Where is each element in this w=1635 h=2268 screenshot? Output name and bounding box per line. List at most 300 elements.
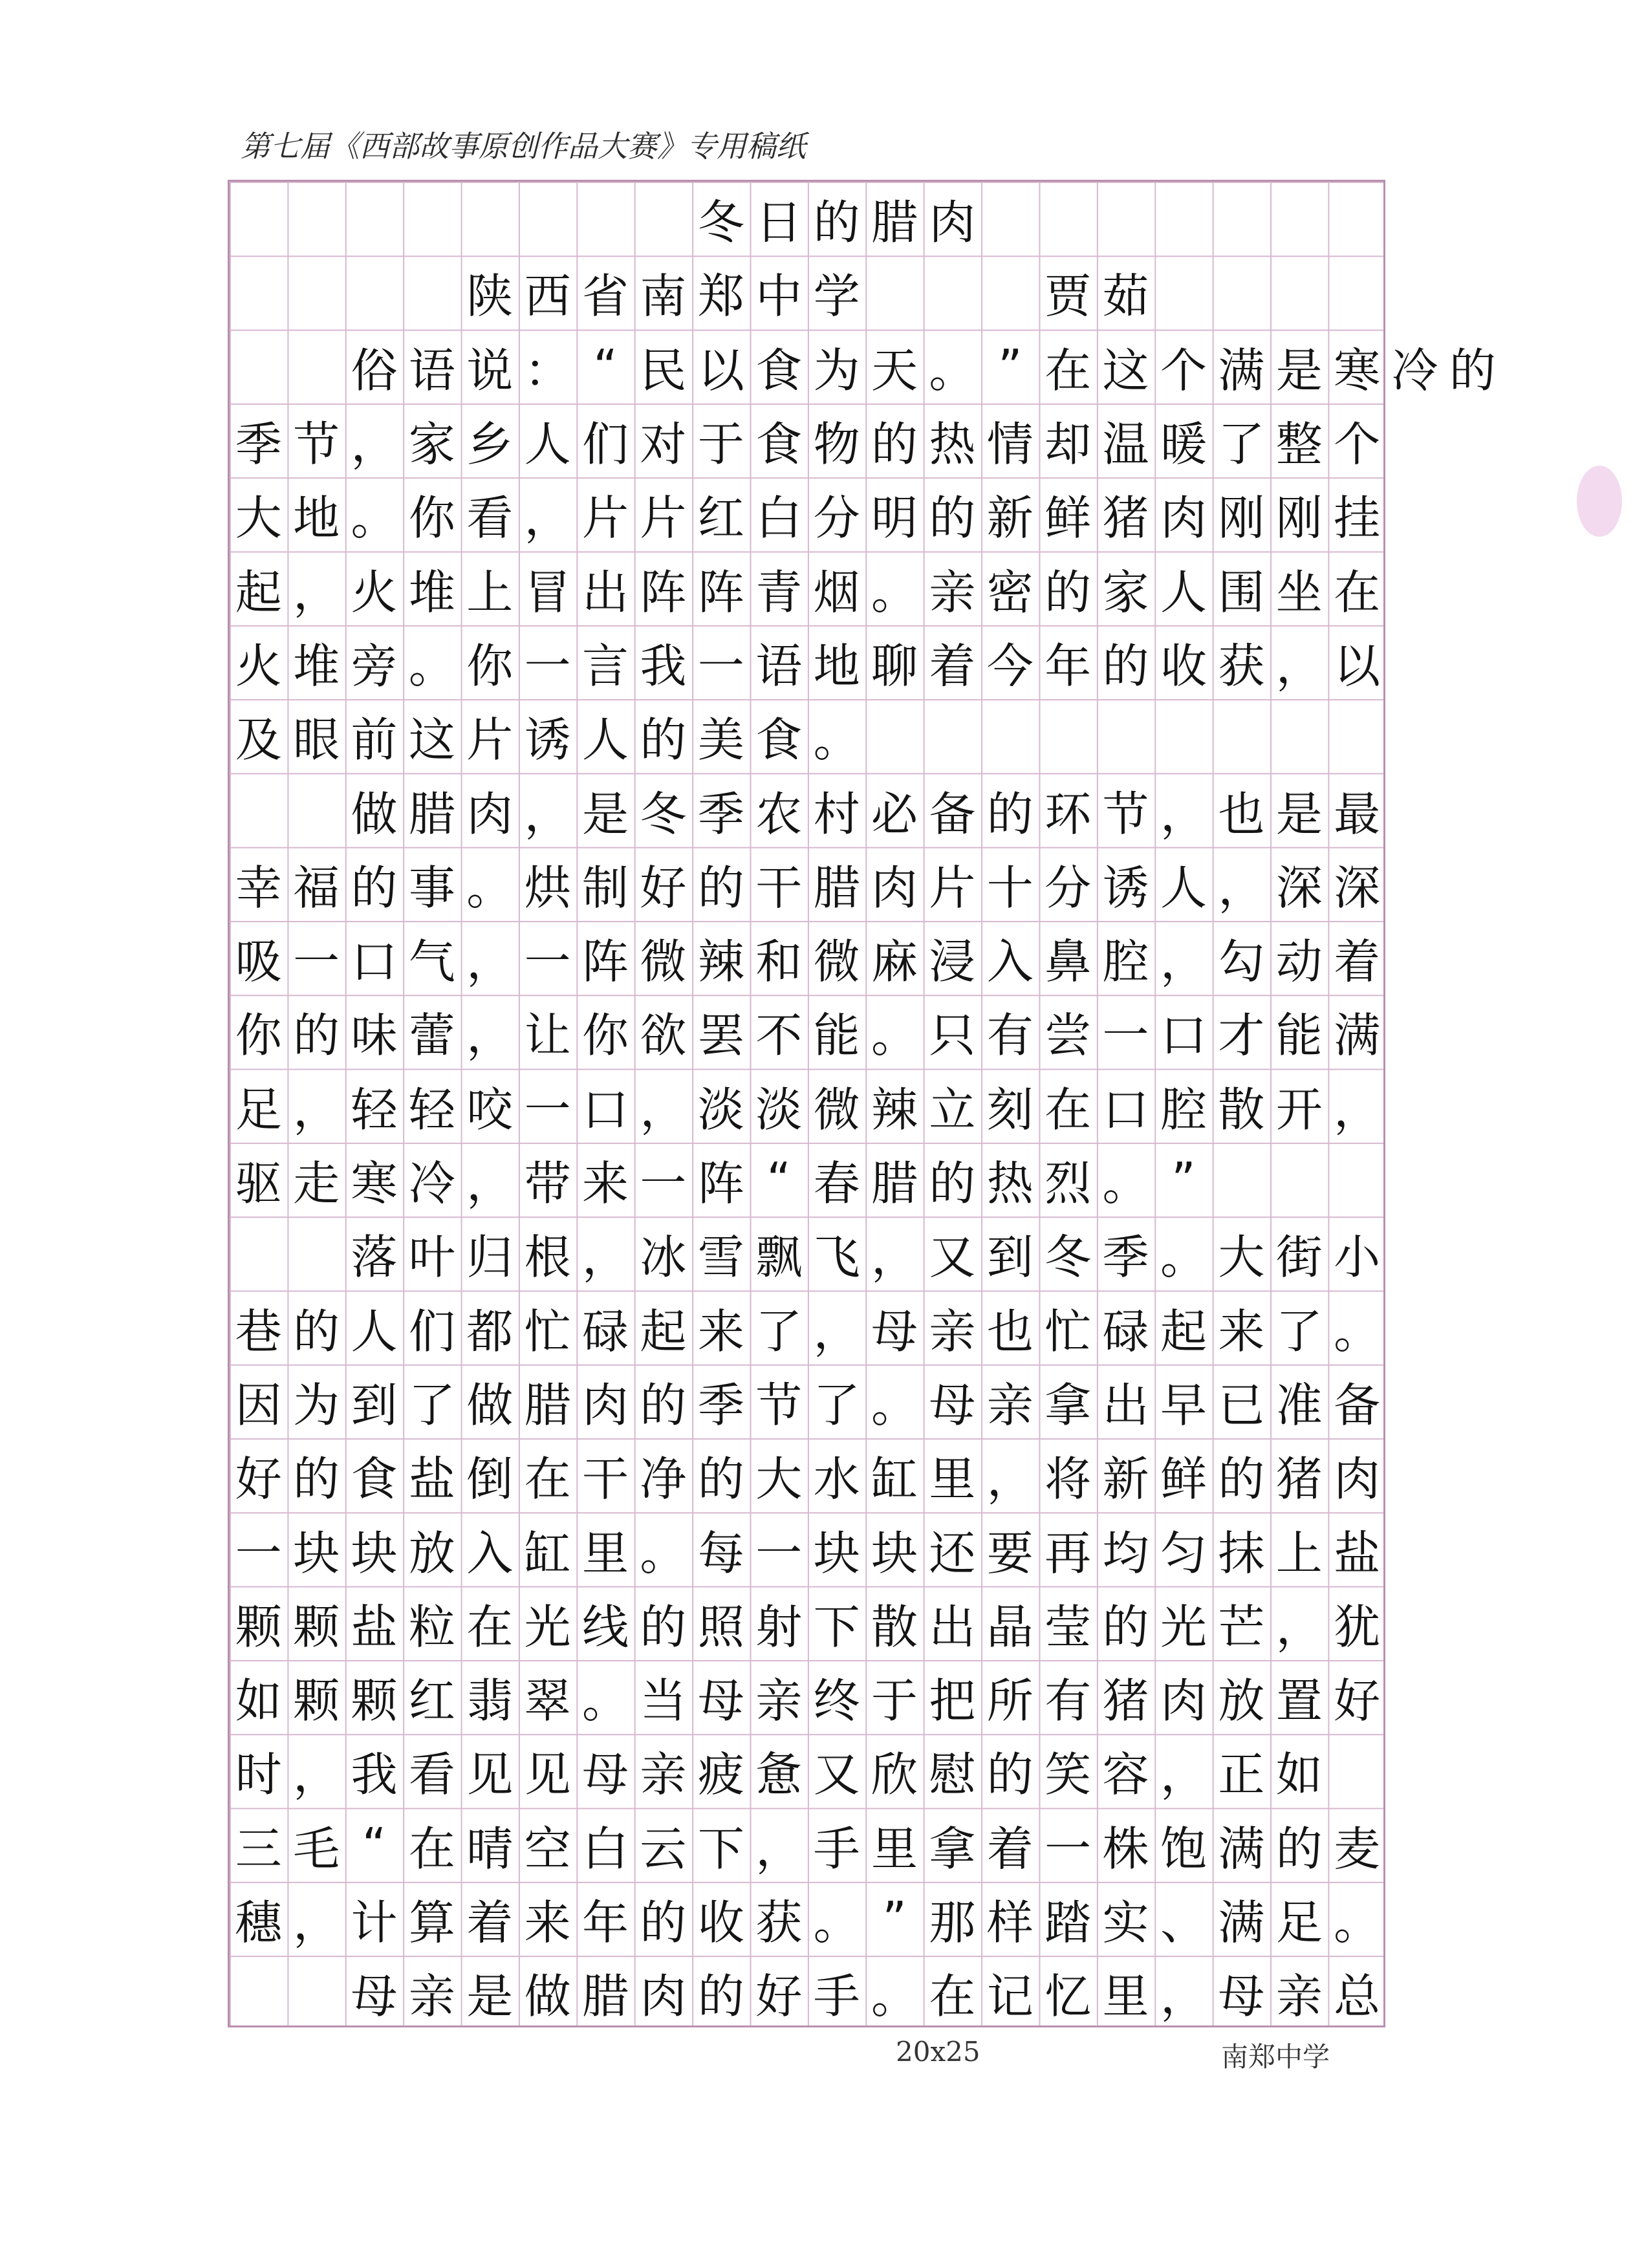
grid-cell-blank [1270, 255, 1328, 329]
grid-cell-char: 做 [524, 1969, 571, 2024]
grid-cell-char: 大 [755, 1452, 803, 1507]
grid-cell-char: 是 [1275, 343, 1323, 398]
grid-cell-blank [1328, 255, 1385, 329]
grid-cell-char: 的 [1449, 343, 1496, 398]
grid-cell-char: 惫 [755, 1747, 803, 1802]
grid-cell-char: ” [1171, 1152, 1196, 1207]
grid-cell-char: 民 [640, 343, 687, 398]
grid-cell-char: 们 [582, 417, 629, 472]
grid-cell-char: 获 [1218, 638, 1265, 693]
grid-cell-char: 走 [293, 1156, 340, 1211]
grid-cell-char: 收 [697, 1895, 744, 1950]
grid-cell-char: 腔 [1102, 934, 1149, 989]
grid-cell-char: “ [593, 339, 618, 394]
grid-cell-char: 说 [466, 343, 514, 398]
grid-cell-char: 干 [755, 860, 803, 915]
grid-cell-char: 云 [640, 1821, 687, 1876]
grid-cell-char: 烈 [1045, 1156, 1092, 1211]
grid-cell-char: 诱 [1102, 860, 1149, 915]
grid-cell-char: 冬 [697, 195, 744, 250]
grid-cell-char: 因 [235, 1377, 282, 1432]
grid-cell-char: 气 [408, 934, 455, 989]
grid-cell-char: 了 [1218, 417, 1265, 472]
text-line [230, 1586, 1383, 1660]
grid-cell-char: 烟 [813, 565, 860, 620]
grid-cell-char: 堆 [408, 565, 455, 620]
grid-cell-char: 不 [755, 1008, 803, 1063]
grid-cell-char: 光 [1160, 1599, 1207, 1654]
grid-cell-char: 颗 [351, 1674, 398, 1729]
grid-cell-char: 一 [697, 638, 744, 693]
grid-cell-char: 入 [986, 934, 1034, 989]
grid-cell-char: 阵 [697, 1156, 744, 1211]
grid-cell-char: ， [1218, 860, 1265, 915]
grid-cell-char: 这 [1102, 343, 1149, 398]
grid-cell-char: 来 [1218, 1304, 1265, 1359]
grid-cell-char: 白 [582, 1821, 629, 1876]
grid-cell-char: 下 [697, 1821, 744, 1876]
grid-cell-char: 。 [408, 638, 455, 693]
grid-cell-char: 辣 [697, 934, 744, 989]
grid-cell-char: 又 [813, 1747, 860, 1802]
grid-cell-char: 。 [1334, 1304, 1381, 1359]
grid-cell-char: 俗 [351, 343, 398, 398]
grid-cell-char: 片 [466, 713, 514, 768]
text-line [230, 847, 1383, 921]
grid-cell-char: 莹 [1045, 1599, 1092, 1654]
grid-cell-char: 麦 [1334, 1821, 1381, 1876]
grid-cell-blank [1213, 255, 1270, 329]
grid-cell-char: 腊 [524, 1377, 571, 1432]
grid-cell-char: 带 [524, 1156, 571, 1211]
grid-cell-char: 样 [986, 1895, 1034, 1950]
grid-cell-char: ： [524, 343, 571, 398]
grid-cell-char: 开 [1275, 1082, 1323, 1137]
grid-cell-char: 落 [351, 1230, 398, 1285]
grid-cell-char: 咬 [466, 1082, 514, 1137]
grid-cell-char: 猪 [1102, 491, 1149, 546]
text-line [230, 552, 1383, 625]
grid-cell-char: ， [871, 1230, 918, 1285]
grid-cell-char: 肉 [1160, 491, 1207, 546]
author-school-char: 南 [640, 269, 687, 324]
grid-cell-char: 慰 [929, 1747, 976, 1802]
paper-header: 第七届《西部故事原创作品大赛》专用稿纸 [241, 129, 806, 164]
text-line [230, 330, 1496, 404]
grid-cell-char: 踏 [1045, 1895, 1092, 1950]
grid-cell-char: 能 [1275, 1008, 1323, 1063]
text-line [230, 1734, 1383, 1808]
grid-cell-char: 你 [582, 1008, 629, 1063]
grid-cell-char: 猪 [1275, 1452, 1323, 1507]
grid-cell-char: 地 [293, 491, 340, 546]
grid-cell-char: 一 [524, 638, 571, 693]
grid-cell-char: 块 [813, 1526, 860, 1581]
grid-cell-char: 片 [582, 491, 629, 546]
grid-cell-char: 飘 [755, 1230, 803, 1285]
grid-cell-char: 将 [1045, 1452, 1092, 1507]
grid-cell-char: 村 [813, 786, 860, 841]
grid-cell-char: ， [1160, 1747, 1207, 1802]
grid-cell-char: 还 [929, 1526, 976, 1581]
grid-cell-char: 立 [929, 1082, 976, 1137]
grid-cell-blank [461, 182, 519, 255]
grid-cell-char: 的 [293, 1452, 340, 1507]
grid-cell-char: 只 [929, 1008, 976, 1063]
grid-cell-char: 母 [871, 1304, 918, 1359]
grid-cell-char: 以 [697, 343, 744, 398]
grid-cell-char: 你 [235, 1008, 282, 1063]
grid-cell-char: 冬 [1045, 1230, 1092, 1285]
grid-cell-char: 刚 [1218, 491, 1265, 546]
grid-cell-char: 的 [697, 1452, 744, 1507]
grid-cell-char: 巷 [235, 1304, 282, 1359]
grid-cell-char: 的 [1045, 565, 1092, 620]
grid-cell-char: ， [524, 491, 571, 546]
author-school-char: 中 [755, 269, 803, 324]
grid-cell-char: 抹 [1218, 1526, 1265, 1581]
grid-cell-char: 以 [1334, 638, 1381, 693]
grid-cell-char: 叶 [408, 1230, 455, 1285]
grid-cell-char: 的 [640, 713, 687, 768]
grid-cell-char: 口 [582, 1082, 629, 1137]
grid-cell-char: 照 [697, 1599, 744, 1654]
grid-cell-char: 。 [813, 713, 860, 768]
grid-cell-char: 片 [640, 491, 687, 546]
grid-cell-char: 肉 [1160, 1674, 1207, 1729]
grid-cell-char: 手 [813, 1969, 860, 2024]
grid-cell-char: 见 [524, 1747, 571, 1802]
grid-cell-char: 一 [755, 1526, 803, 1581]
grid-cell-char: 密 [986, 565, 1034, 620]
grid-cell-char: 新 [1102, 1452, 1149, 1507]
grid-cell-char: 翠 [524, 1674, 571, 1729]
grid-cell-char: 颗 [235, 1599, 282, 1654]
grid-cell-char: 节 [755, 1377, 803, 1432]
grid-cell-char: 归 [466, 1230, 514, 1285]
grid-cell-char: 均 [1102, 1526, 1149, 1581]
grid-cell-char: 散 [871, 1599, 918, 1654]
grid-cell-char: 。 [871, 1377, 918, 1432]
grid-cell-char: 这 [408, 713, 455, 768]
grid-cell-char: 分 [1045, 860, 1092, 915]
grid-cell-char: 农 [755, 786, 803, 841]
grid-cell-char: 辣 [871, 1082, 918, 1137]
text-line [230, 1512, 1383, 1586]
grid-cell-char: 亲 [986, 1377, 1034, 1432]
grid-cell-char: ， [1160, 1969, 1207, 2024]
grid-cell-char: 。 [466, 860, 514, 915]
grid-cell-char: 射 [755, 1599, 803, 1654]
grid-cell-char: 街 [1275, 1230, 1323, 1285]
text-line [230, 1069, 1383, 1143]
grid-cell-char: 了 [1275, 1304, 1323, 1359]
author-name-char: 贾 [1045, 269, 1092, 324]
grid-cell-char: 坐 [1275, 565, 1323, 620]
grid-cell-char: 罢 [697, 1008, 744, 1063]
grid-cell-blank [287, 773, 345, 847]
grid-cell-char: 鲜 [1045, 491, 1092, 546]
grid-cell-char: 的 [640, 1377, 687, 1432]
grid-cell-char: 个 [1334, 417, 1381, 472]
grid-cell-char: 做 [351, 786, 398, 841]
grid-cell-char: 是 [466, 1969, 514, 2024]
grid-cell-char: 也 [1218, 786, 1265, 841]
grid-cell-char: ” [882, 1892, 907, 1947]
grid-cell-char: 在 [929, 1969, 976, 2024]
grid-cell-char: ， [466, 1156, 514, 1211]
grid-cell-char: ， [293, 1082, 340, 1137]
grid-cell-char: 每 [697, 1526, 744, 1581]
grid-cell-char: 收 [1160, 638, 1207, 693]
grid-cell-char: 制 [582, 860, 629, 915]
text-line [230, 1808, 1383, 1882]
manuscript-grid [228, 180, 1496, 2027]
grid-cell-char: ， [293, 565, 340, 620]
grid-cell-char: 勾 [1218, 934, 1265, 989]
grid-cell-char: 刻 [986, 1082, 1034, 1137]
grid-cell-char: 年 [582, 1895, 629, 1950]
grid-cell-blank [287, 182, 345, 255]
grid-cell-char: 肉 [871, 860, 918, 915]
grid-cell-char: 正 [1218, 1747, 1265, 1802]
grid-cell-char: 株 [1102, 1821, 1149, 1876]
grid-cell-char: 整 [1275, 417, 1323, 472]
grid-cell-char: 已 [1218, 1377, 1265, 1432]
author-school-char: 学 [813, 269, 860, 324]
grid-cell-char: 在 [524, 1452, 571, 1507]
grid-cell-char: 雪 [697, 1230, 744, 1285]
grid-cell-char: 腔 [1160, 1082, 1207, 1137]
grid-cell-char: 食 [755, 713, 803, 768]
grid-cell-char: 母 [351, 1969, 398, 2024]
grid-cell-char: 水 [813, 1452, 860, 1507]
text-line [230, 1365, 1383, 1438]
grid-cell-char: 片 [929, 860, 976, 915]
text-line [230, 1660, 1383, 1734]
grid-cell-char: 暖 [1160, 417, 1207, 472]
author-school-char: 郑 [697, 269, 744, 324]
grid-cell-char: 好 [1334, 1674, 1381, 1729]
author-school-char: 陕 [466, 269, 514, 324]
grid-cell-char: ， [813, 1304, 860, 1359]
grid-cell-char: 有 [986, 1008, 1034, 1063]
grid-cell-char: 足 [1275, 1895, 1323, 1950]
grid-cell-char: 如 [1275, 1747, 1323, 1802]
grid-cell-char: 亲 [929, 565, 976, 620]
grid-cell-char: 在 [408, 1821, 455, 1876]
grid-cell-char: 净 [640, 1452, 687, 1507]
grid-cell-char: 阵 [640, 565, 687, 620]
grid-cell-char: 总 [1334, 1969, 1381, 2024]
grid-cell-char: 言 [582, 638, 629, 693]
grid-cell-char: 冒 [524, 565, 571, 620]
grid-cell-char: 腊 [871, 195, 918, 250]
grid-cell-blank [634, 182, 692, 255]
grid-cell-char: 粒 [408, 1599, 455, 1654]
grid-cell-char: 吸 [235, 934, 282, 989]
grid-cell-char: 亲 [640, 1747, 687, 1802]
grid-cell-blank [230, 330, 287, 404]
grid-cell-char: 红 [408, 1674, 455, 1729]
grid-cell-char: 鼻 [1045, 934, 1092, 989]
grid-cell-char: 犹 [1334, 1599, 1381, 1654]
grid-cell-char: 微 [813, 934, 860, 989]
grid-cell-char: 火 [351, 565, 398, 620]
grid-cell-char: 却 [1045, 417, 1092, 472]
grid-cell-char: 又 [929, 1230, 976, 1285]
grid-cell-char: 一 [293, 934, 340, 989]
grid-cell-blank [519, 182, 576, 255]
grid-cell-char: 好 [755, 1969, 803, 2024]
grid-cell-char: 放 [1218, 1674, 1265, 1729]
grid-cell-char: 你 [466, 638, 514, 693]
grid-cell-char: 白 [755, 491, 803, 546]
author-school-char: 西 [524, 269, 571, 324]
grid-cell-blank [981, 255, 1039, 329]
grid-cell-char: 的 [1275, 1821, 1323, 1876]
grid-cell-char: 也 [986, 1304, 1034, 1359]
grid-cell-char: 青 [755, 565, 803, 620]
grid-cell-char: 年 [1045, 638, 1092, 693]
grid-cell-char: 在 [1334, 565, 1381, 620]
grid-cell-char: 欣 [871, 1747, 918, 1802]
grid-cell-char: 及 [235, 713, 282, 768]
grid-cell-char: 上 [1275, 1526, 1323, 1581]
grid-cell-char: 碌 [582, 1304, 629, 1359]
grid-cell-char: 在 [1045, 343, 1092, 398]
grid-cell-char: 散 [1218, 1082, 1265, 1137]
grid-cell-char: 阵 [697, 565, 744, 620]
grid-cell-blank [287, 1216, 345, 1290]
grid-cell-char: 对 [640, 417, 687, 472]
grid-cell-char: 今 [986, 638, 1034, 693]
grid-cell-char: 季 [1102, 1230, 1149, 1285]
grid-cell-char: 肉 [929, 195, 976, 250]
grid-cell-char: 着 [929, 638, 976, 693]
grid-cell-char: 是 [582, 786, 629, 841]
text-line [230, 477, 1383, 551]
grid-cell-char: 围 [1218, 565, 1265, 620]
grid-cell-char: 置 [1275, 1674, 1323, 1729]
grid-cell-char: 一 [235, 1526, 282, 1581]
grid-cell-char: 寒 [1334, 343, 1381, 398]
grid-cell-char: 块 [293, 1526, 340, 1581]
grid-cell-char: 颗 [293, 1674, 340, 1729]
grid-cell-char: 口 [351, 934, 398, 989]
grid-cell-char: 挂 [1334, 491, 1381, 546]
grid-cell-char: 腊 [871, 1156, 918, 1211]
grid-cell-char: ， [1160, 934, 1207, 989]
grid-cell-char: 做 [466, 1377, 514, 1432]
title-row [230, 182, 1383, 255]
grid-cell-char: 手 [813, 1821, 860, 1876]
grid-cell-char: 烘 [524, 860, 571, 915]
grid-cell-char: 上 [466, 565, 514, 620]
grid-cell-char: 地 [813, 638, 860, 693]
grid-cell-char: 忆 [1045, 1969, 1092, 2024]
ink-smudge [1577, 466, 1622, 537]
grid-cell-char: 们 [408, 1304, 455, 1359]
grid-cell-char: 情 [986, 417, 1034, 472]
grid-cell-char: 的 [293, 1008, 340, 1063]
grid-cell-char: 于 [697, 417, 744, 472]
grid-cell-char: 食 [351, 1452, 398, 1507]
grid-cell-char: 蕾 [408, 1008, 455, 1063]
grid-cell-char: 轻 [408, 1082, 455, 1137]
grid-cell-char: 肉 [640, 1969, 687, 2024]
grid-cell-char: 腊 [408, 786, 455, 841]
grid-cell-char: 块 [351, 1526, 398, 1581]
text-line [230, 699, 1383, 773]
grid-cell-char: 碌 [1102, 1304, 1149, 1359]
grid-cell-char: 才 [1218, 1008, 1265, 1063]
grid-cell-char: ， [293, 1747, 340, 1802]
grid-cell-char: 小 [1334, 1230, 1381, 1285]
grid-cell-char: 母 [1218, 1969, 1265, 2024]
grid-cell-char: 拿 [929, 1821, 976, 1876]
grid-cell-char: 聊 [871, 638, 918, 693]
grid-cell-char: 节 [293, 417, 340, 472]
grid-cell-char: 干 [582, 1452, 629, 1507]
grid-cell-char: 母 [929, 1377, 976, 1432]
text-line [230, 1291, 1383, 1365]
grid-cell-char: 里 [1102, 1969, 1149, 2024]
grid-cell-char: 好 [640, 860, 687, 915]
grid-cell-char: 个 [1160, 343, 1207, 398]
grid-cell-char: 记 [986, 1969, 1034, 2024]
grid-cell-char: 亲 [929, 1304, 976, 1359]
grid-cell-char: 备 [1334, 1377, 1381, 1432]
grid-cell-char: 。 [1334, 1895, 1381, 1950]
grid-cell-char: 我 [351, 1747, 398, 1802]
grid-cell-char: 盐 [1334, 1526, 1381, 1581]
grid-cell-char: 的 [351, 860, 398, 915]
grid-cell-char: 了 [408, 1377, 455, 1432]
grid-cell-char: 飞 [813, 1230, 860, 1285]
grid-cell-char: 了 [755, 1304, 803, 1359]
text-line [230, 1882, 1383, 1956]
grid-cell-char: 的 [1102, 638, 1149, 693]
grid-cell-char: 福 [293, 860, 340, 915]
grid-cell-char: 肉 [1334, 1452, 1381, 1507]
grid-cell-char: 笑 [1045, 1747, 1092, 1802]
grid-cell-char: 起 [1160, 1304, 1207, 1359]
grid-cell-char: 食 [755, 417, 803, 472]
grid-cell-char: 人 [524, 417, 571, 472]
grid-cell-char: 出 [929, 1599, 976, 1654]
grid-cell-char: ， [986, 1452, 1034, 1507]
grid-cell-blank [287, 255, 345, 329]
grid-cell-char: 一 [524, 934, 571, 989]
grid-cell-char: 浸 [929, 934, 976, 989]
grid-cell-char: 足 [235, 1082, 282, 1137]
text-line [230, 1216, 1383, 1290]
grid-cell-char: 眼 [293, 713, 340, 768]
grid-cell-char: “ [766, 1152, 791, 1207]
grid-cell-char: 盐 [351, 1599, 398, 1654]
grid-cell-char: 里 [929, 1452, 976, 1507]
grid-cell-char: 动 [1275, 934, 1323, 989]
grid-cell-char: 深 [1275, 860, 1323, 915]
grid-cell-char: 尝 [1045, 1008, 1092, 1063]
grid-cell-char: ” [998, 339, 1023, 394]
grid-cell-char: 穗 [235, 1895, 282, 1950]
grid-cell-char: 刚 [1275, 491, 1323, 546]
grid-cell-char: 季 [697, 786, 744, 841]
grid-cell-char: 准 [1275, 1377, 1323, 1432]
grid-cell-char: 一 [1045, 1821, 1092, 1876]
